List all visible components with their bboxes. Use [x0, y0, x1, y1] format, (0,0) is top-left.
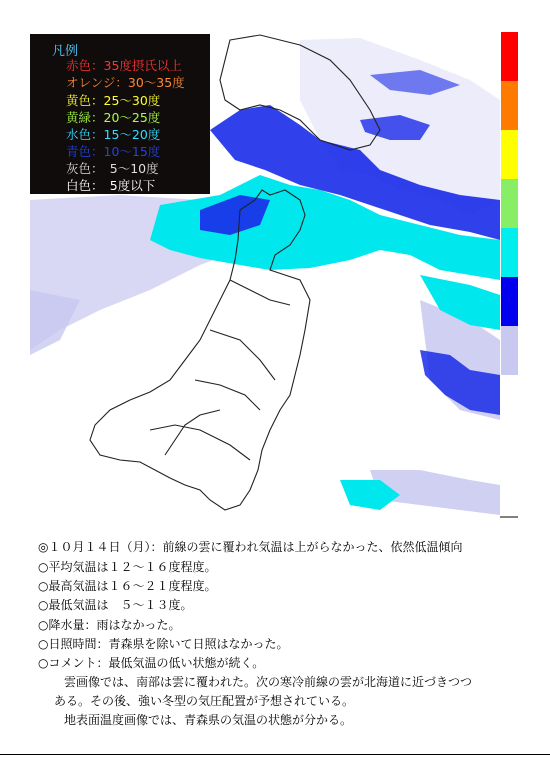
- legend-row: 黄緑：20～25度: [66, 110, 161, 125]
- report-comment-line3: 地表面温度画像では、青森県の気温の状態が分かる。: [64, 713, 353, 727]
- scale-segment: [501, 32, 518, 81]
- legend-title: 凡例: [52, 44, 79, 59]
- scale-segment: [501, 130, 518, 179]
- legend-row: 赤色：35度摂氏以上: [66, 58, 182, 73]
- report-comment: ○コメント：最低気温の低い状態が続く。: [38, 656, 265, 670]
- legend-row: 灰色： 5～10度: [66, 161, 159, 176]
- report-rainfall: ○降水量：雨はなかった。: [38, 618, 181, 632]
- report-headline: ◎１０月１４日（月）：前線の雲に覆われ気温は上がらなかった、依然低温傾向: [38, 540, 463, 554]
- legend-row: 青色：10～15度: [66, 144, 161, 159]
- report-comment-line2: ある。その後、強い冬型の気圧配置が予想されている。: [54, 694, 355, 708]
- scale-segment: [501, 179, 518, 228]
- legend-row: オレンジ：30～35度: [66, 75, 185, 90]
- report-min-temperature: ○最低気温は ５～１３度。: [38, 598, 193, 612]
- legend-row: 黄色：25～30度: [66, 93, 161, 108]
- frame-bottom-line: [0, 754, 550, 755]
- legend-row: 水色：15～20度: [66, 127, 161, 142]
- scale-segment: [501, 277, 518, 326]
- scale-segment: [501, 326, 518, 375]
- report-sunshine: ○日照時間：青森県を除いて日照はなかった。: [38, 637, 289, 651]
- scale-segment: [501, 81, 518, 130]
- legend-row: 白色： 5度以下: [66, 178, 156, 193]
- report-average-temperature: ○平均気温は１２～１６度程度。: [38, 560, 217, 574]
- report-max-temperature: ○最高気温は１６～２１度程度。: [38, 579, 217, 593]
- scale-segment: [501, 228, 518, 277]
- report-comment-line1: 雲画像では、南部は雲に覆われた。次の寒冷前線の雲が北海道に近づきつつ: [64, 675, 473, 689]
- temperature-color-scale: [501, 32, 518, 375]
